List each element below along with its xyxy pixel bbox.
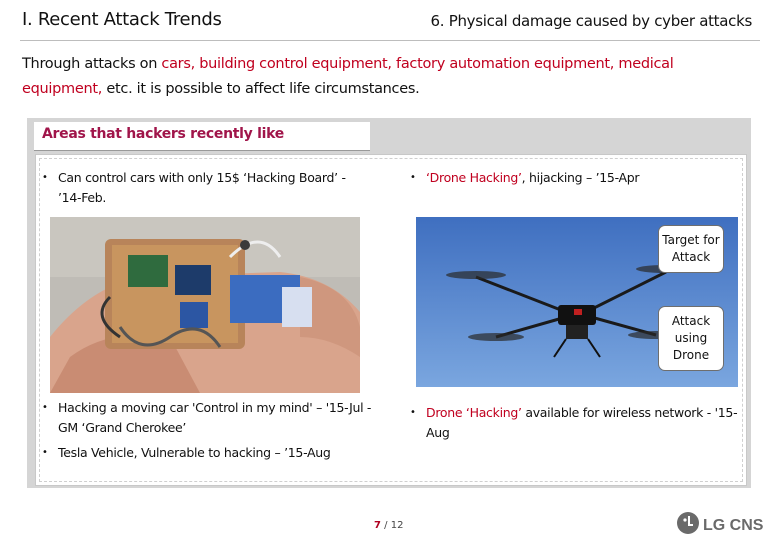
bullet-dot: •: [410, 407, 416, 418]
drone-wireless-text: available for wireless network - '15-Aug: [426, 405, 738, 440]
intro-text-end: etc. it is possible to affect life circumstances.: [102, 81, 420, 97]
intro-highlight: cars, building control equipment, factory automation equipment, medical equipment,: [22, 56, 674, 97]
bullet-moving-car: [42, 398, 372, 438]
bullet-dot: •: [410, 172, 416, 183]
page-current: 7: [374, 520, 381, 531]
bullet-dot: •: [42, 402, 48, 413]
section-title: I. Recent Attack Trends: [22, 9, 222, 30]
bullet-dot: •: [42, 447, 48, 458]
panel-title: Areas that hackers recently like: [42, 126, 284, 142]
page-indicator: [374, 520, 403, 531]
topic-title: 6. Physical damage caused by cyber attacks: [430, 12, 752, 30]
drone-wireless-highlight: Drone ‘Hacking’: [426, 405, 522, 420]
bullet-drone-wireless: [410, 403, 740, 443]
intro-text-start: Through attacks on: [22, 56, 162, 72]
lg-cns-logo: [676, 510, 766, 536]
header-divider: [20, 40, 760, 41]
bullet-dot: •: [42, 172, 48, 183]
callout-attack-using-drone: Attack using Drone: [658, 306, 724, 371]
page-separator: /: [380, 520, 391, 531]
drone-hijack-text: , hijacking – ’15-Apr: [521, 170, 640, 185]
logo-text: LG CNS: [703, 517, 764, 534]
drone-hacking-highlight: ‘Drone Hacking’: [426, 170, 522, 185]
bullet-cars-board: [42, 168, 372, 208]
hacking-board-photo: [50, 217, 360, 393]
callout-target-for-attack: Target for Attack: [658, 225, 724, 273]
bullet-tesla-text: Tesla Vehicle, Vulnerable to hacking – ’15-Aug: [58, 445, 331, 460]
bullet-drone-hijack: [410, 168, 740, 188]
panel-title-underline: [34, 150, 370, 151]
intro-paragraph: [22, 52, 742, 102]
page-total: 12: [390, 520, 404, 531]
bullet-tesla: [42, 443, 372, 463]
bullet-cars-board-text: Can control cars with only 15$ ‘Hacking Board’ - ’14-Feb.: [58, 170, 346, 205]
bullet-moving-car-text: Hacking a moving car 'Control in my mind' – '15-Jul - GM ‘Grand Cherokee’: [58, 400, 372, 435]
